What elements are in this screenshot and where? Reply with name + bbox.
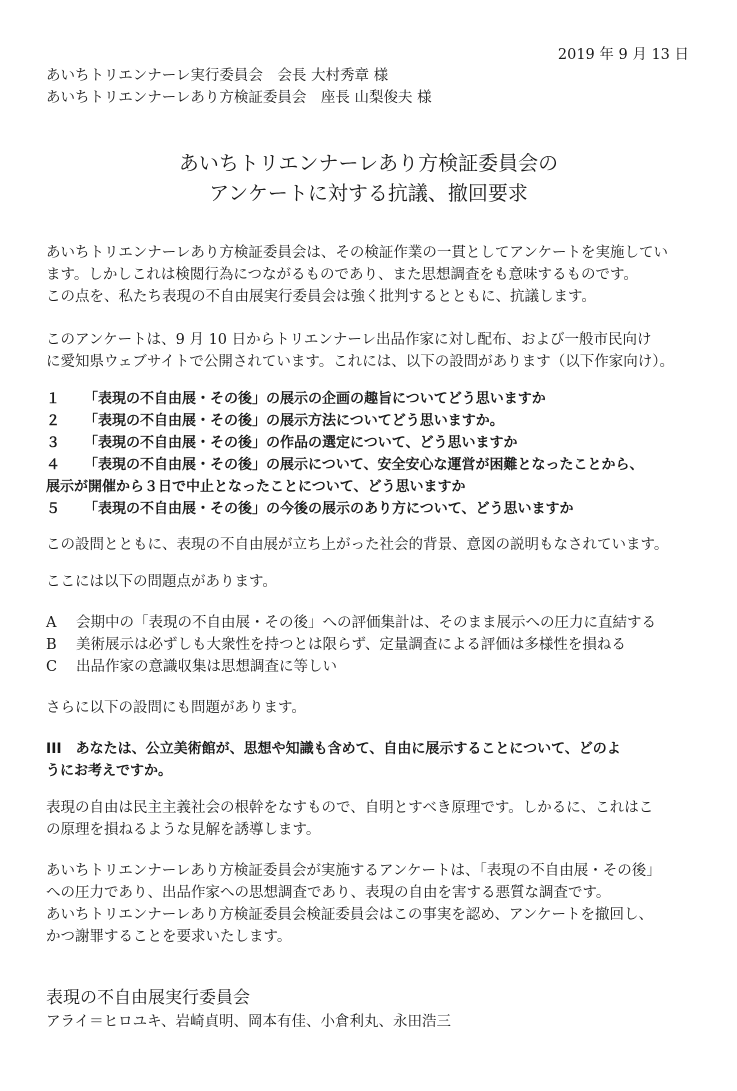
signature-block — [46, 985, 451, 1033]
question-text: 展示が開催から３日で中止となったことについて、どう思いますか — [46, 479, 466, 495]
paragraph-line: あいちトリエンナーレあり方検証委員会は、その検証作業の一貫としてアンケートを実施してい — [46, 245, 669, 261]
question-text: 「表現の不自由展・その後」の展示の企画の趣旨についてどう思いますか — [84, 391, 546, 407]
question-number: ３ — [46, 435, 60, 451]
paragraph-line: この点を、私たち表現の不自由展実行委員会は強く批判するとともに、抗議します。 — [46, 289, 596, 305]
issue-letter: B — [46, 637, 57, 653]
question-number: １ — [46, 391, 60, 407]
paragraph-line: の原理を損ねるような見解を誘導します。 — [46, 822, 321, 838]
question-text: 「表現の不自由展・その後」の作品の選定について、どう思いますか — [84, 435, 518, 451]
question-number: ５ — [46, 501, 60, 517]
question-item — [46, 454, 698, 476]
addressee-line: あいちトリエンナーレあり方検証委員会 座長 山梨俊夫 様 — [46, 90, 432, 106]
addressee-line: あいちトリエンナーレ実行委員会 会長 大村秀章 様 — [46, 68, 389, 84]
paragraph-line: あいちトリエンナーレあり方検証委員会が実施するアンケートは、「表現の不自由展・その後」 — [46, 863, 661, 879]
issue-text: 美術展示は必ずしも大衆性を持つとは限らず、定量調査による評価は多様性を損ねる — [76, 637, 626, 653]
issue-text: 会期中の「表現の不自由展・その後」への評価集計は、そのまま展示への圧力に直結する — [76, 615, 656, 631]
issue-list — [46, 612, 698, 678]
question-number: ２ — [46, 413, 60, 429]
paragraph-line: かつ謝罪することを要求いたします。 — [46, 929, 292, 945]
document-date: 2019 年 9 月 13 日 — [557, 47, 689, 63]
question-text: 「表現の不自由展・その後」の展示について、安全安心な運営が困難となったことから、 — [84, 457, 644, 473]
question-list — [46, 388, 698, 520]
question-item — [46, 410, 698, 432]
paragraph-line: ここには以下の問題点があります。 — [46, 574, 277, 590]
paragraph-line: III あなたは、公立美術館が、思想や知識も含めて、自由に展示することについて、どのよ — [46, 741, 621, 757]
issue-text: 出品作家の意識収集は思想調査に等しい — [76, 659, 337, 675]
problems-intro — [46, 571, 698, 593]
issue-item — [46, 634, 698, 656]
issue-letter: A — [46, 615, 57, 631]
question-item — [46, 498, 698, 520]
paragraph-line: に愛知県ウェブサイトで公開されています。これには、以下の設問があります（以下作家向け）。 — [46, 354, 674, 370]
issue-letter: C — [46, 659, 58, 675]
title-line: アンケートに対する抗議、撤回要求 — [209, 181, 528, 205]
paragraph-line: この設問とともに、表現の不自由展が立ち上がった社会的背景、意図の説明もなされています。 — [46, 537, 669, 553]
question-item — [46, 432, 698, 454]
background-sentence — [46, 534, 698, 556]
paragraph-line: このアンケートは、9 月 10 日からトリエンナーレ出品作家に対し配布、および一般市民向け — [46, 332, 652, 348]
issue-item — [46, 656, 698, 678]
paragraph-line: さらに以下の設問にも問題があります。 — [46, 700, 306, 716]
signature-organization: 表現の不自由展実行委員会 — [46, 988, 250, 1008]
paragraph-line: ます。しかしこれは検閲行為につながるものであり、また思想調査をも意味するものです。 — [46, 267, 638, 283]
question-text: 「表現の不自由展・その後」の今後の展示のあり方について、どう思いますか — [84, 501, 574, 517]
question-item — [46, 388, 698, 410]
title-line: あいちトリエンナーレあり方検証委員会の — [178, 151, 559, 175]
further-problem — [46, 697, 698, 719]
question-number: ４ — [46, 457, 60, 473]
question-item-continued — [46, 476, 698, 498]
survey-paragraph — [46, 329, 698, 373]
conclusion-paragraph — [46, 860, 698, 948]
question-three — [46, 738, 698, 782]
document-title — [0, 148, 737, 208]
issue-item — [46, 612, 698, 634]
question-text: 「表現の不自由展・その後」の展示方法についてどう思いますか。 — [84, 413, 504, 429]
paragraph-line: への圧力であり、出品作家への思想調査であり、表現の自由を害する悪質な調査です。 — [46, 885, 611, 901]
freedom-paragraph — [46, 797, 698, 841]
paragraph-line: 表現の自由は民主主義社会の根幹をなすもので、自明とすべき原理です。しかるに、これはこ — [46, 800, 654, 816]
paragraph-line: うにお考えですか。 — [46, 763, 172, 779]
signature-members: アライ＝ヒロユキ、岩崎貞明、岡本有佳、小倉利丸、永田浩三 — [46, 1014, 451, 1030]
intro-paragraph — [46, 242, 698, 308]
addressee-block — [46, 65, 432, 109]
paragraph-line: あいちトリエンナーレあり方検証委員会検証委員会はこの事実を認め、アンケートを撤回し、 — [46, 907, 653, 923]
